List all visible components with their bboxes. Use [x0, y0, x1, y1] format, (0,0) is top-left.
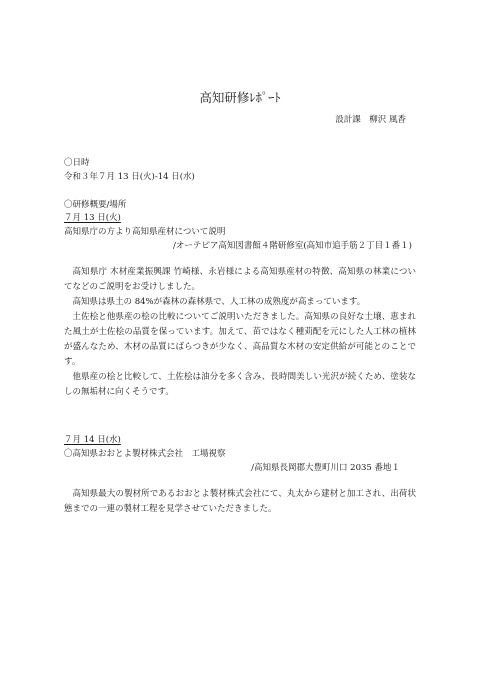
- day1-activity: 高知県庁の方より高知県産材について説明: [64, 227, 226, 237]
- date-value: 令和３年７月 13 日(火)-14 日(水): [64, 172, 195, 182]
- document-title: 高知研修ﾚﾎﾟｰﾄ: [199, 90, 281, 105]
- day1-body: [64, 265, 416, 400]
- day2-location: /高知県長岡郡大豊町川口 2035 番地１: [251, 463, 400, 473]
- overview-heading: 〇研修概要/場所: [64, 200, 127, 210]
- day2-activity: 〇高知県おおとよ製材株式会社 工場視察: [64, 449, 226, 459]
- day1-paragraph-3: 土佐桧と他県産の桧の比較についてご説明いただきました。高知県の良好な土壌、恵まれた風土が土佐桧の品質を保っています。加えて、苗ではなく種苅配を元にした人工林の植林が盛んなため、木材の品質にばらつきが少なく、高品質な木材の安定供給が可能とのことです。: [64, 312, 416, 367]
- day2-date: ７月 14 日(水): [64, 435, 121, 445]
- day1-paragraph-2: 高知県は県土の 84%が森林の森林県で、人工林の成熟度が高まっています。: [72, 297, 366, 307]
- day2-body: [64, 487, 416, 517]
- day1-paragraph-1: 高知県庁 木材産業振興課 竹崎様、永岩様による高知県産材の特徴、高知県の林業についてなどのご説明をお受けしました。: [64, 267, 416, 292]
- author-line: 設計課 柳沢 風香: [335, 115, 406, 125]
- day1-location: /オーテピア高知図書館４階研修室(高知市追手筋２丁目１番１): [173, 241, 412, 251]
- day1-paragraph-4: 他県産の桧と比較して、土佐桧は油分を多く含み、長時間美しい光沢が続くため、塗装なしの無垢材に向くそうです。: [64, 372, 416, 397]
- date-heading: 〇日時: [64, 158, 90, 168]
- day1-date: ７月 13 日(火): [64, 213, 121, 223]
- day2-paragraph-1: 高知県最大の製材所であるおおとよ製材株式会社にて、丸太から建材と加工され、出荷状態までの一連の製材工程を見学させていただきました。: [64, 489, 416, 514]
